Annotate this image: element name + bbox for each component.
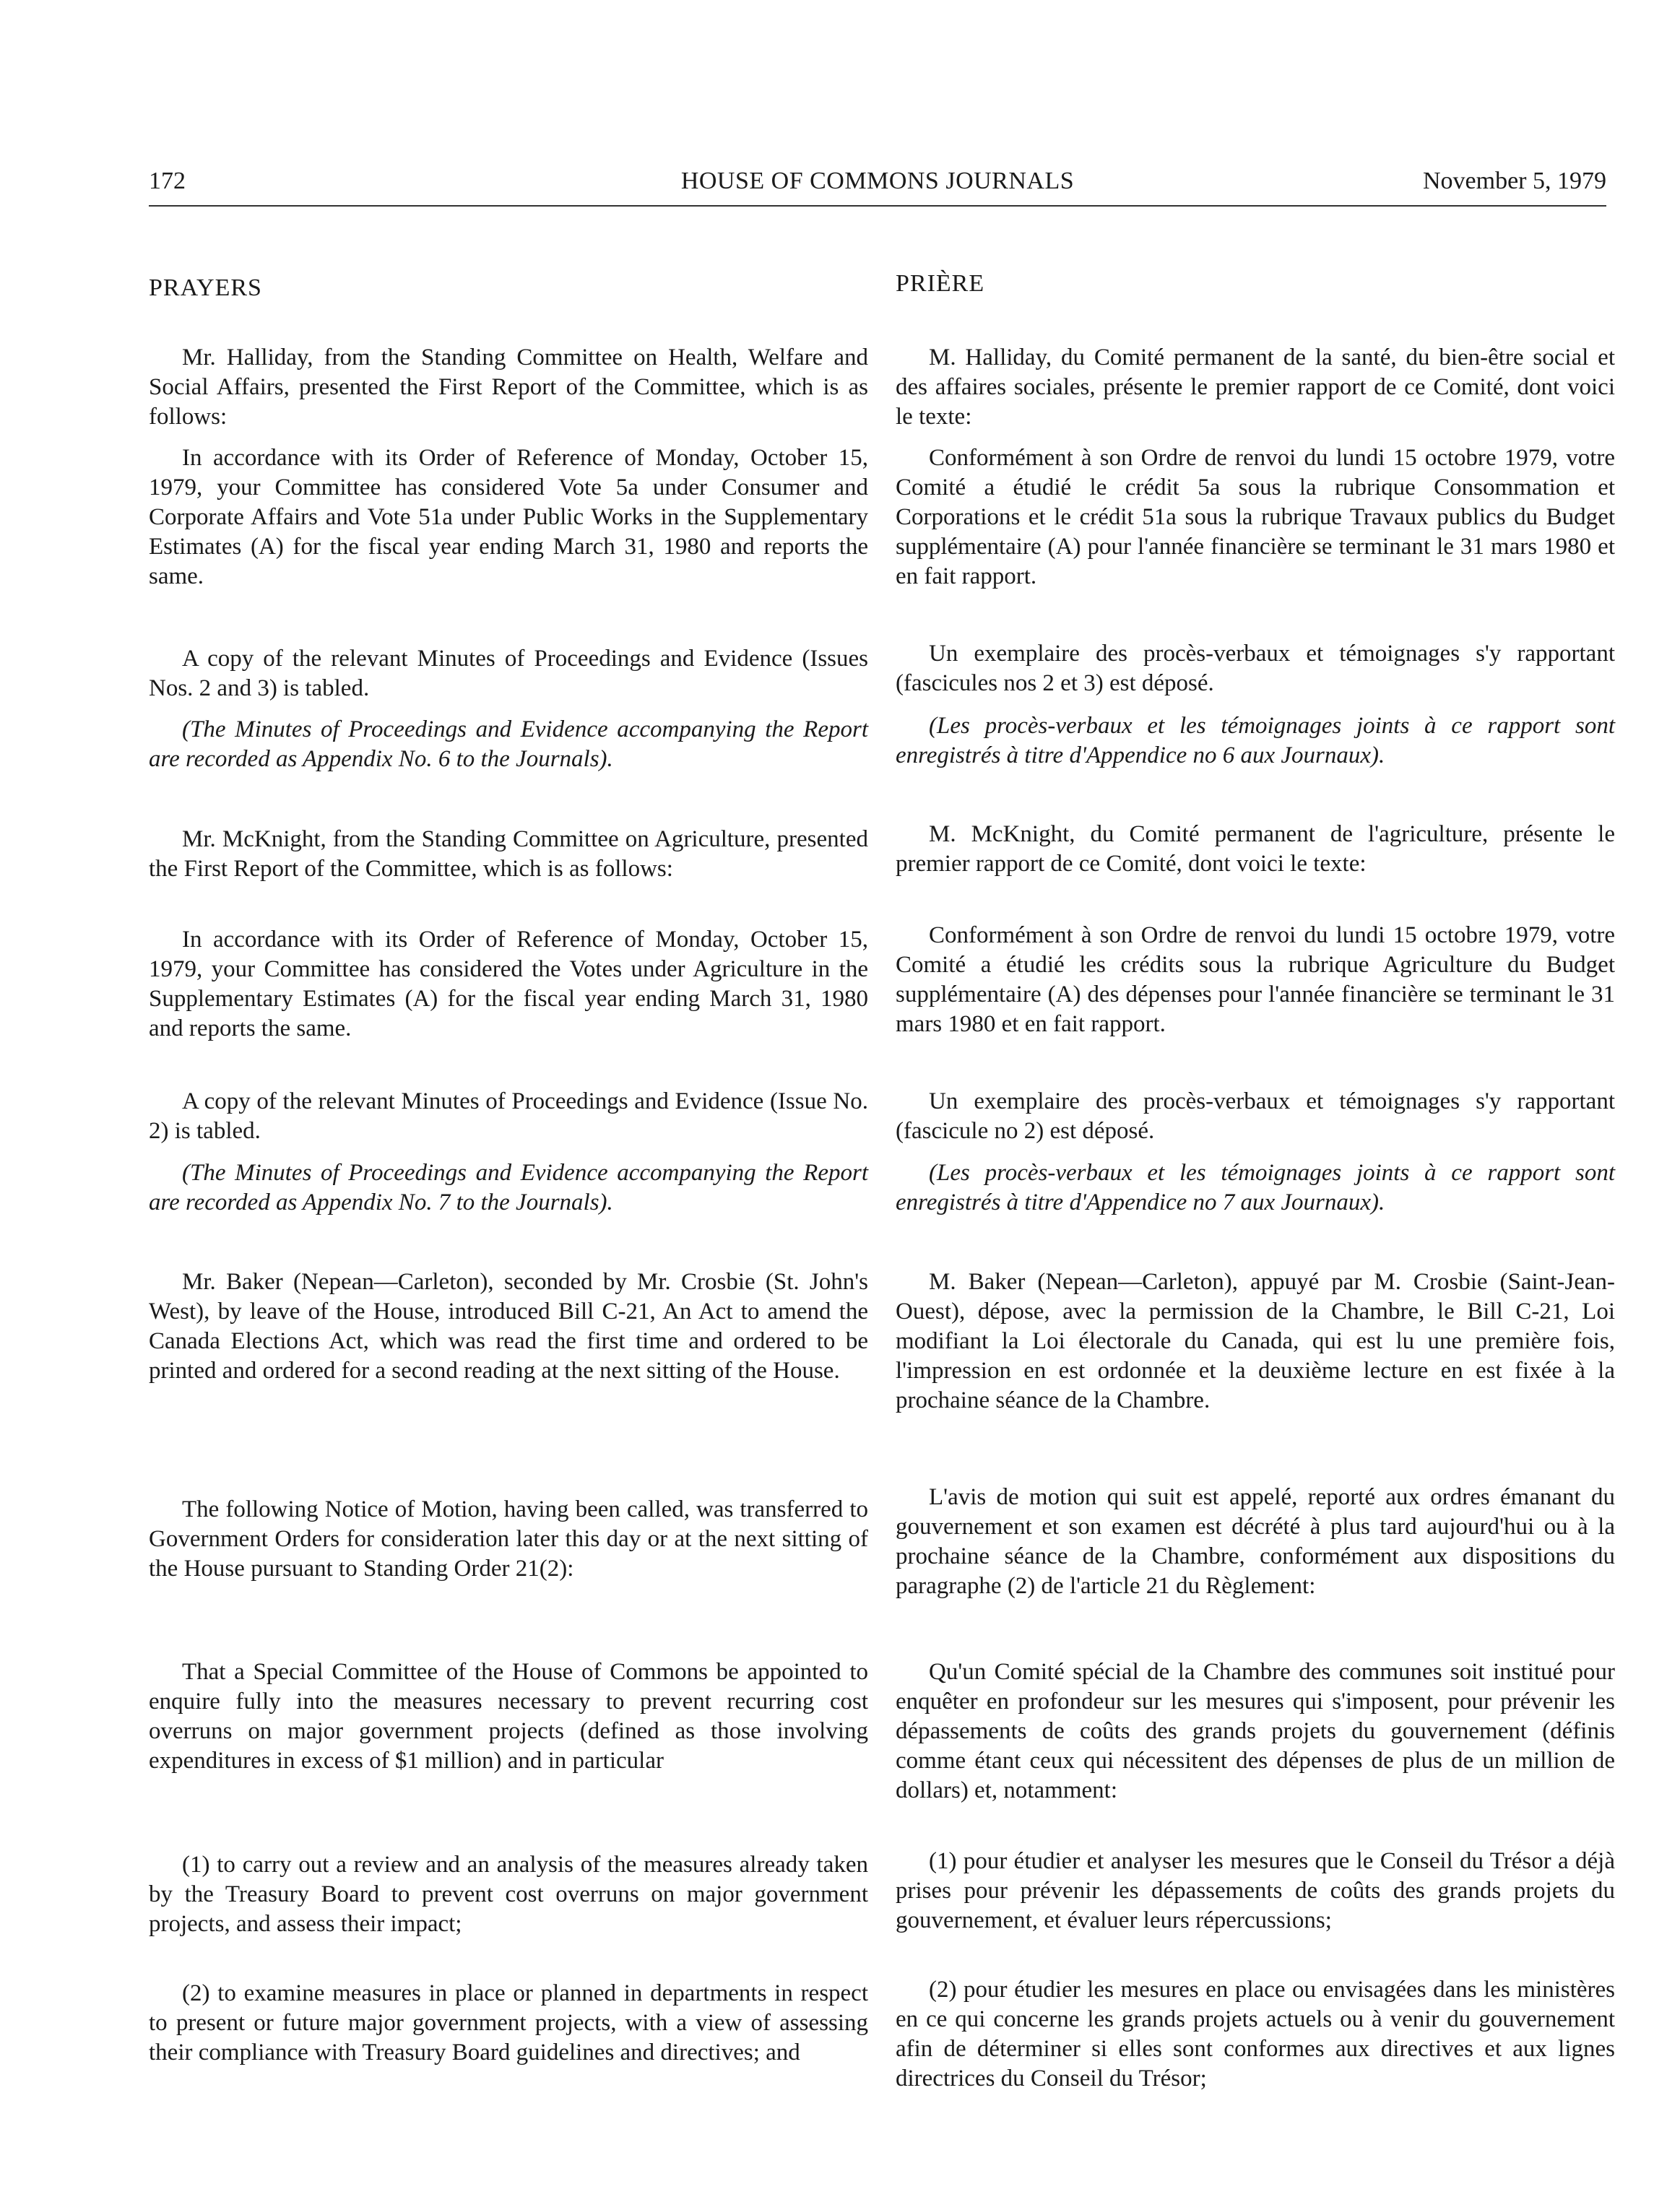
running-header xyxy=(149,163,1606,199)
halliday-report-paragraph-fr: M. Halliday, du Comité permanent de la santé, du bien-être social et des affaires sociales, présente le premier rapport de ce Comité, dont voici le texte: xyxy=(896,344,1615,430)
special-committee-motion-fr: Qu'un Comité spécial de la Chambre des communes soit institué pour enquêter en profondeur sur les mesures qui s'imposent, pour prévenir les dépassements de coûts des grands projets du gouvernement (définis comme étant ceux qui nécessitent des dépenses de plus de un million de dollars) et, notamment: xyxy=(896,1659,1615,1803)
notice-of-motion-paragraph: The following Notice of Motion, having been called, was transferred to Government Orders for consideration later this day or at the next sitting of the House pursuant to Standing Order 21(2): xyxy=(149,1496,868,1582)
mcknight-minutes-tabled: A copy of the relevant Minutes of Proceedings and Evidence (Issue No. 2) is tabled. xyxy=(149,1088,868,1144)
halliday-minutes-tabled: A copy of the relevant Minutes of Proceedings and Evidence (Issues Nos. 2 and 3) is tabled. xyxy=(149,646,868,701)
mcknight-appendix-note: (The Minutes of Proceedings and Evidence accompanying the Report are recorded as Appendix No. 7 to the Journals). xyxy=(149,1160,868,1215)
page-number: 172 xyxy=(149,168,186,194)
halliday-report-text: In accordance with its Order of Reference of Monday, October 15, 1979, your Committee has considered Vote 5a under Consumer and Corporate Affairs and Vote 51a under Public Works in the Supplementary Estimates (A) for the fiscal year ending March 31, 1980 and reports the same. xyxy=(149,445,868,589)
special-committee-motion: That a Special Committee of the House of Commons be appointed to enquire fully into the measures necessary to prevent recurring cost overruns on major government projects (defined as those involving expenditures in excess of $1 million) and in particular xyxy=(149,1659,868,1774)
header-date: November 5, 1979 xyxy=(1422,168,1606,194)
motion-item-1-fr: (1) pour étudier et analyser les mesures que le Conseil du Trésor a déjà prises pour prévenir les dépassements de coûts des grands projets du gouvernement, et évaluer leurs répercussions; xyxy=(896,1848,1615,1933)
halliday-report-text-fr: Conformément à son Ordre de renvoi du lundi 15 octobre 1979, votre Comité a étudié le crédit 5a sous la rubrique Consommation et Corporations et le crédit 51a sous la rubrique Travaux publics du Budget supplémentaire (A) pour l'année financière se terminant le 31 mars 1980 et en fait rapport. xyxy=(896,445,1615,589)
bill-c21-paragraph: Mr. Baker (Nepean—Carleton), seconded by Mr. Crosbie (St. John's West), by leave of the House, introduced Bill C-21, An Act to amend the Canada Elections Act, which was read the first time and ordered to be printed and ordered for a second reading at the next sitting of the House. xyxy=(149,1269,868,1384)
motion-item-2: (2) to examine measures in place or planned in departments in respect to present or future major government projects, with a view of assessing their compliance with Treasury Board guidelines and directives; and xyxy=(149,1980,868,2066)
mcknight-appendix-note-fr: (Les procès-verbaux et les témoignages joints à ce rapport sont enregistrés à titre d'Appendice no 7 aux Journaux). xyxy=(896,1160,1615,1215)
halliday-appendix-note-fr: (Les procès-verbaux et les témoignages joints à ce rapport sont enregistrés à titre d'Appendice no 6 aux Journaux). xyxy=(896,713,1615,768)
section-heading-priere: PRIÈRE xyxy=(896,270,985,297)
motion-item-2-fr: (2) pour étudier les mesures en place ou envisagées dans les ministères en ce qui concerne les grands projets actuels ou à venir du gouvernement afin de déterminer si elles sont conformes aux directives et aux lignes directrices du Conseil du Trésor; xyxy=(896,1977,1615,2092)
notice-of-motion-paragraph-fr: L'avis de motion qui suit est appelé, reporté aux ordres émanant du gouvernement et son examen est décrété à plus tard aujourd'hui ou à la prochaine séance de la Chambre, conformément aux dispositions du paragraphe (2) de l'article 21 du Règlement: xyxy=(896,1484,1615,1599)
journal-title: HOUSE OF COMMONS JOURNALS xyxy=(680,168,1075,194)
mcknight-report-paragraph: Mr. McKnight, from the Standing Committee on Agriculture, presented the First Report of the Committee, which is as follows: xyxy=(149,826,868,882)
bill-c21-paragraph-fr: M. Baker (Nepean—Carleton), appuyé par M. Crosbie (Saint-Jean-Ouest), dépose, avec la permission de la Chambre, le Bill C-21, Loi modifiant la Loi électorale du Canada, qui est lu une première fois, l'impression en est ordonnée et la deuxième lecture en est fixée à la prochaine séance de la Chambre. xyxy=(896,1269,1615,1413)
halliday-minutes-tabled-fr: Un exemplaire des procès-verbaux et témoignages s'y rapportant (fascicules nos 2 et 3) est déposé. xyxy=(896,641,1615,696)
mcknight-report-paragraph-fr: M. McKnight, du Comité permanent de l'agriculture, présente le premier rapport de ce Comité, dont voici le texte: xyxy=(896,821,1615,877)
section-heading-prayers: PRAYERS xyxy=(149,274,262,301)
header-rule xyxy=(149,205,1606,207)
mcknight-minutes-tabled-fr: Un exemplaire des procès-verbaux et témoignages s'y rapportant (fascicule no 2) est déposé. xyxy=(896,1088,1615,1144)
halliday-appendix-note: (The Minutes of Proceedings and Evidence accompanying the Report are recorded as Appendix No. 6 to the Journals). xyxy=(149,716,868,772)
motion-item-1: (1) to carry out a review and an analysis of the measures already taken by the Treasury Board to prevent cost overruns on major government projects, and assess their impact; xyxy=(149,1852,868,1937)
mcknight-report-text-fr: Conformément à son Ordre de renvoi du lundi 15 octobre 1979, votre Comité a étudié les crédits sous la rubrique Agriculture du Budget supplémentaire (A) des dépenses pour l'année financière se terminant le 31 mars 1980 et en fait rapport. xyxy=(896,922,1615,1037)
halliday-report-paragraph: Mr. Halliday, from the Standing Committee on Health, Welfare and Social Affairs, presented the First Report of the Committee, which is as follows: xyxy=(149,344,868,430)
mcknight-report-text: In accordance with its Order of Reference of Monday, October 15, 1979, your Committee has considered the Votes under Agriculture in the Supplementary Estimates (A) for the fiscal year ending March 31, 1980 and reports the same. xyxy=(149,927,868,1041)
